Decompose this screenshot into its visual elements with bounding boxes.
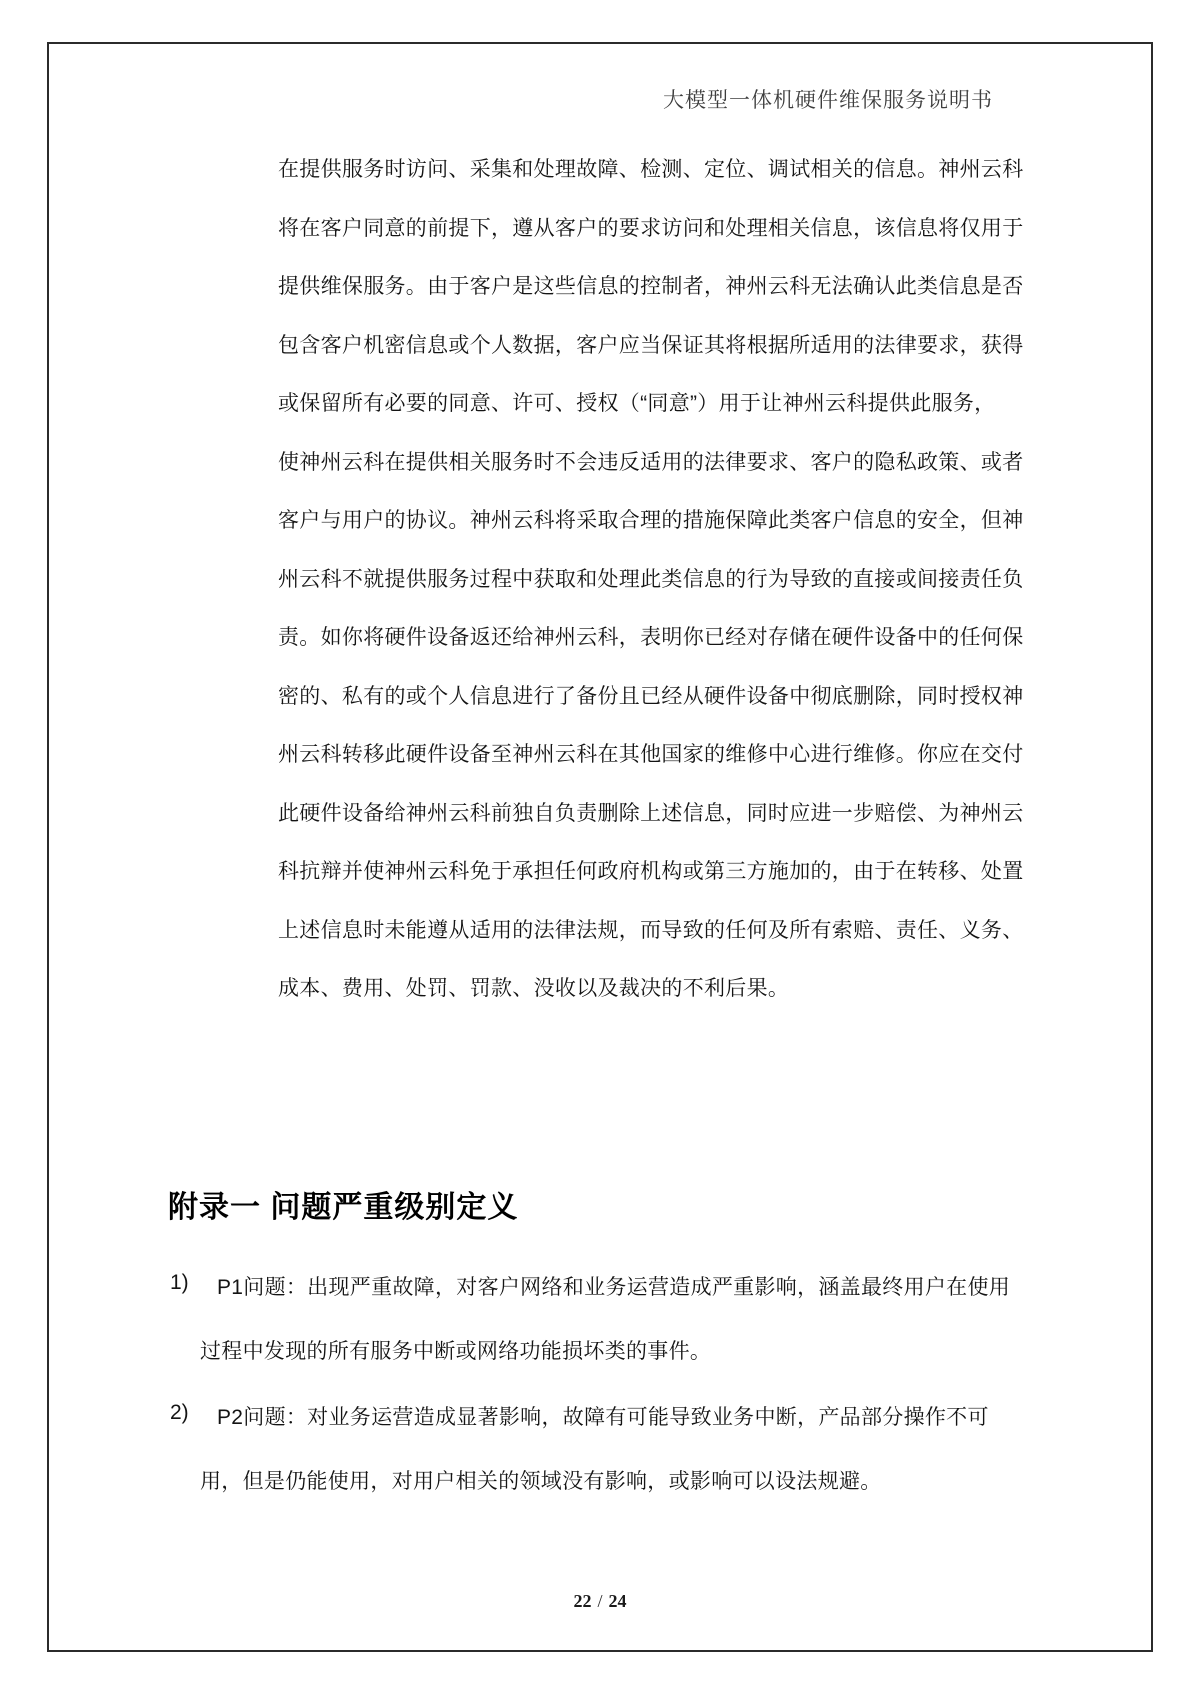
paragraph-line: 客户与用户的协议。神州云科将采取合理的措施保障此类客户信息的安全，但神 [278,509,1024,532]
paragraph-line: 州云科不就提供服务过程中获取和处理此类信息的行为导致的直接或间接责任负 [278,567,1024,591]
paragraph-line: 在提供服务时访问、采集和处理故障、检测、定位、调试相关的信息。神州云科 [278,158,1024,181]
list-item-line: 过程中发现的所有服务中断或网络功能损坏类的事件。 [200,1340,712,1363]
paragraph-line: 提供维保服务。由于客户是这些信息的控制者，神州云科无法确认此类信息是否 [278,275,1024,298]
paragraph-line: 上述信息时未能遵从适用的法律法规，而导致的任何及所有索赔、责任、义务、 [278,918,1024,942]
paragraph-line: 州云科转移此硬件设备至神州云科在其他国家的维修中心进行维修。你应在交付 [278,743,1024,766]
paragraph-line: 此硬件设备给神州云科前独自负责删除上述信息，同时应进一步赔偿、为神州云 [278,801,1024,825]
page-footer [0,1591,1200,1612]
page-number-separator: / [597,1591,603,1611]
list-item-line: P2问题：对业务运营造成显著影响，故障有可能导致业务中断，产品部分操作不可 [217,1406,989,1429]
paragraph-line: 包含客户机密信息或个人数据，客户应当保证其将根据所适用的法律要求，获得 [278,333,1024,357]
paragraph-line: 将在客户同意的前提下，遵从客户的要求访问和处理相关信息，该信息将仅用于 [278,216,1024,240]
list-item-line: P1问题：出现严重故障，对客户网络和业务运营造成严重影响，涵盖最终用户在使用 [217,1276,1011,1299]
header-title: 大模型一体机硬件维保服务说明书 [663,88,993,112]
paragraph-line: 科抗辩并使神州云科免于承担任何政府机构或第三方施加的，由于在转移、处置 [278,860,1024,883]
list-item-marker: 2) [170,1401,189,1424]
paragraph-line: 密的、私有的或个人信息进行了备份且已经从硬件设备中彻底删除，同时授权神 [278,684,1024,708]
page-number-current: 22 [573,1591,592,1611]
body-paragraph [278,141,1024,1019]
page-number-total: 24 [608,1591,627,1611]
list-item-line: 用，但是仍能使用，对用户相关的领域没有影响，或影响可以设法规避。 [200,1470,882,1493]
paragraph-line: 使神州云科在提供相关服务时不会违反适用的法律要求、客户的隐私政策、或者 [278,450,1024,474]
paragraph-line: 成本、费用、处罚、罚款、没收以及裁决的不利后果。 [278,977,790,1000]
list-item-marker: 1) [170,1271,189,1294]
paragraph-line: 或保留所有必要的同意、许可、授权（“同意”）用于让神州云科提供此服务， [278,392,996,415]
paragraph-line: 责。如你将硬件设备返还给神州云科，表明你已经对存储在硬件设备中的任何保 [278,626,1024,649]
appendix-heading: 附录一 问题严重级别定义 [168,1191,519,1224]
